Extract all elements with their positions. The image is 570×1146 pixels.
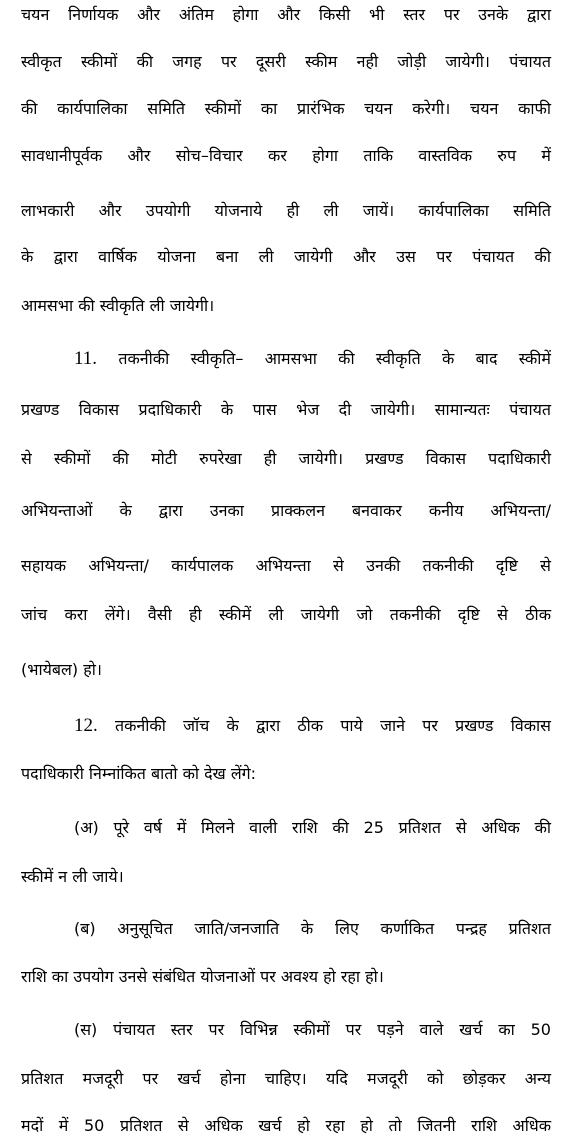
paragraph-number: 12. [74, 715, 98, 736]
text-line [74, 348, 551, 370]
text-line: (स) पंचायत स्तर पर विभिन्न स्कीमों पर पड़ने वाले खर्च का 50 [74, 1020, 551, 1039]
text-line [74, 715, 551, 737]
text-line: स्कीमें न ली जाये। [21, 867, 124, 886]
text-line: (ब) अनुसूचित जाति/जनजाति के लिए कर्णाकित पन्द्रह प्रतिशत [74, 919, 551, 938]
text-line: लाभकारी और उपयोगी योजनाये ही ली जायें। कार्यपालिका समिति [21, 201, 551, 220]
text-line: आमसभा की स्वीकृति ली जायेगी। [21, 296, 215, 315]
text-line: की कार्यपालिका समिति स्कीमों का प्रारंभिक चयन करेगी। चयन काफी [21, 99, 551, 118]
paragraph-number: 11. [74, 348, 98, 369]
text-line: चयन निर्णायक और अंतिम होगा और किसी भी स्तर पर उनके द्वारा [21, 5, 551, 24]
text-line: स्वीकृत स्कीमों की जगह पर दूसरी स्कीम नही जोड़ी जायेगी। पंचायत [21, 52, 551, 71]
text-line-content: तकनीकी स्वीकृति– आमसभा की स्वीकृति के बाद स्कीमें [118, 349, 551, 368]
text-line: प्रखण्ड विकास प्रदाधिकारी के पास भेज दी जायेगी। सामान्यतः पंचायत [21, 400, 551, 419]
text-line: (अ) पूरे वर्ष में मिलने वाली राशि की 25 प्रतिशत से अधिक की [74, 818, 551, 837]
text-line: पदाधिकारी निम्नांकित बातो को देख लेंगे: [21, 764, 257, 783]
text-line: (भायेबल) हो। [21, 660, 102, 679]
text-line: मदों में 50 प्रतिशत से अधिक खर्च हो रहा हो तो जितनी राशि अधिक [21, 1116, 551, 1135]
text-line: सहायक अभियन्ता/ कार्यपालक अभियन्ता से उनकी तकनीकी दृष्टि से [21, 556, 551, 575]
text-line: सावधानीपूर्वक और सोच–विचार कर होगा ताकि वास्तविक रुप में [21, 146, 551, 165]
text-line: राशि का उपयोग उनसे संबंधित योजनाओं पर अवश्य हो रहा हो। [21, 967, 384, 986]
text-line: अभियन्ताओं के द्वारा उनका प्राक्कलन बनवाकर कनीय अभियन्ता/ [21, 501, 551, 520]
text-line: से स्कीमों की मोटी रुपरेखा ही जायेगी। प्रखण्ड विकास पदाधिकारी [21, 449, 551, 468]
text-line-content: तकनीकी जॉच के द्वारा ठीक पाये जाने पर प्रखण्ड विकास [115, 716, 551, 735]
text-line: जांच करा लेंगे। वैसी ही स्कीमें ली जायेगी जो तकनीकी दृष्टि से ठीक [21, 605, 551, 624]
text-line: के द्वारा वार्षिक योजना बना ली जायेगी और उस पर पंचायत की [21, 247, 551, 266]
text-line: प्रतिशत मजदूरी पर खर्च होना चाहिए। यदि मजदूरी को छोड़कर अन्य [21, 1069, 551, 1088]
